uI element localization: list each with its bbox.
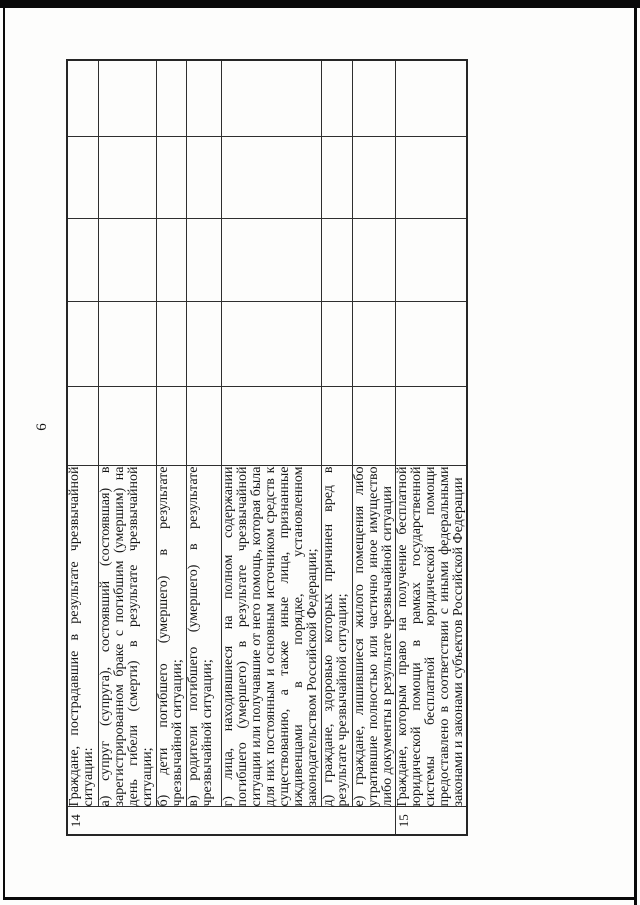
empty-cell — [221, 302, 321, 387]
rotated-page-content — [10, 12, 630, 892]
cell-14-d: д) граждане, здоровью которых причинен вред в результате чрезвычайной ситуации; — [321, 466, 352, 807]
empty-cell — [352, 387, 395, 466]
empty-cell — [186, 387, 221, 466]
empty-cell — [395, 60, 467, 137]
table-row — [67, 60, 98, 835]
table-row — [156, 60, 186, 835]
legal-aid-categories-table — [66, 59, 468, 836]
empty-cell — [352, 302, 395, 387]
empty-cell — [67, 302, 98, 387]
empty-cell — [67, 219, 98, 302]
empty-cell — [186, 302, 221, 387]
empty-cell — [98, 387, 156, 466]
scan-border-right — [634, 3, 637, 905]
row-14-number-cell: 14 — [67, 807, 395, 835]
empty-cell — [98, 219, 156, 302]
empty-cell — [395, 137, 467, 219]
table-row — [186, 60, 221, 835]
table-row — [98, 60, 156, 835]
page-number: 6 — [34, 423, 50, 431]
scan-border-top — [0, 0, 640, 8]
empty-cell — [321, 302, 352, 387]
empty-cell — [221, 60, 321, 137]
empty-cell — [186, 219, 221, 302]
scan-border-bottom — [3, 897, 637, 900]
empty-cell — [67, 60, 98, 137]
empty-cell — [221, 137, 321, 219]
empty-cell — [98, 60, 156, 137]
empty-cell — [156, 60, 186, 137]
empty-cell — [352, 219, 395, 302]
empty-cell — [67, 137, 98, 219]
empty-cell — [156, 137, 186, 219]
empty-cell — [156, 219, 186, 302]
empty-cell — [321, 137, 352, 219]
cell-15-text: Граждане, которым право на получение бесплатной юридической помощи в рамках государственной системы бесплатной юридической помощи предоставлено в соответствии с иными федеральными законами и законами субъектов Российской Федерации — [394, 466, 467, 807]
empty-cell — [67, 387, 98, 466]
empty-cell — [352, 137, 395, 219]
cell-14-intro: Граждане, пострадавшие в результате чрезвычайной ситуации: — [67, 466, 97, 807]
cell-14-v: в) родители погибшего (умершего) в результате чрезвычайной ситуации; — [186, 466, 221, 807]
table-row — [352, 60, 395, 835]
table-row — [321, 60, 352, 835]
cell-14-a: а) супруг (супруга), состоявший (состоявшая) в зарегистрированном браке с погибшим (умершим) на день гибели (смерти) в результате чрезвычайной ситуации; — [97, 466, 155, 807]
empty-cell — [352, 60, 395, 137]
table-row — [395, 60, 467, 835]
empty-cell — [321, 387, 352, 466]
empty-cell — [221, 219, 321, 302]
row-15-number-cell: 15 — [395, 807, 467, 835]
empty-cell — [221, 387, 321, 466]
empty-cell — [395, 219, 467, 302]
empty-cell — [321, 219, 352, 302]
empty-cell — [156, 302, 186, 387]
empty-cell — [98, 137, 156, 219]
empty-cell — [321, 60, 352, 137]
cell-14-g: г) лица, находившиеся на полном содержании погибшего (умершего) в результате чрезвычайной ситуации или получавшие от него помощь, которая была для них постоянным и основным источником средств к существованию, а также иные лица, признанные иждивенцами в порядке, установленном законодательством Российской Федерации; — [220, 466, 321, 807]
table-row — [221, 60, 321, 835]
empty-cell — [186, 137, 221, 219]
empty-cell — [186, 60, 221, 137]
empty-cell — [98, 302, 156, 387]
empty-cell — [156, 387, 186, 466]
cell-14-b: б) дети погибшего (умершего) в результате чрезвычайной ситуации; — [155, 466, 185, 807]
empty-cell — [395, 387, 467, 466]
scan-border-left — [3, 8, 5, 899]
cell-14-e: е) граждане, лишившиеся жилого помещения либо утратившие полностью или частично иное имущество либо документы в результате чрезвычайной ситуации — [351, 466, 395, 807]
empty-cell — [395, 302, 467, 387]
